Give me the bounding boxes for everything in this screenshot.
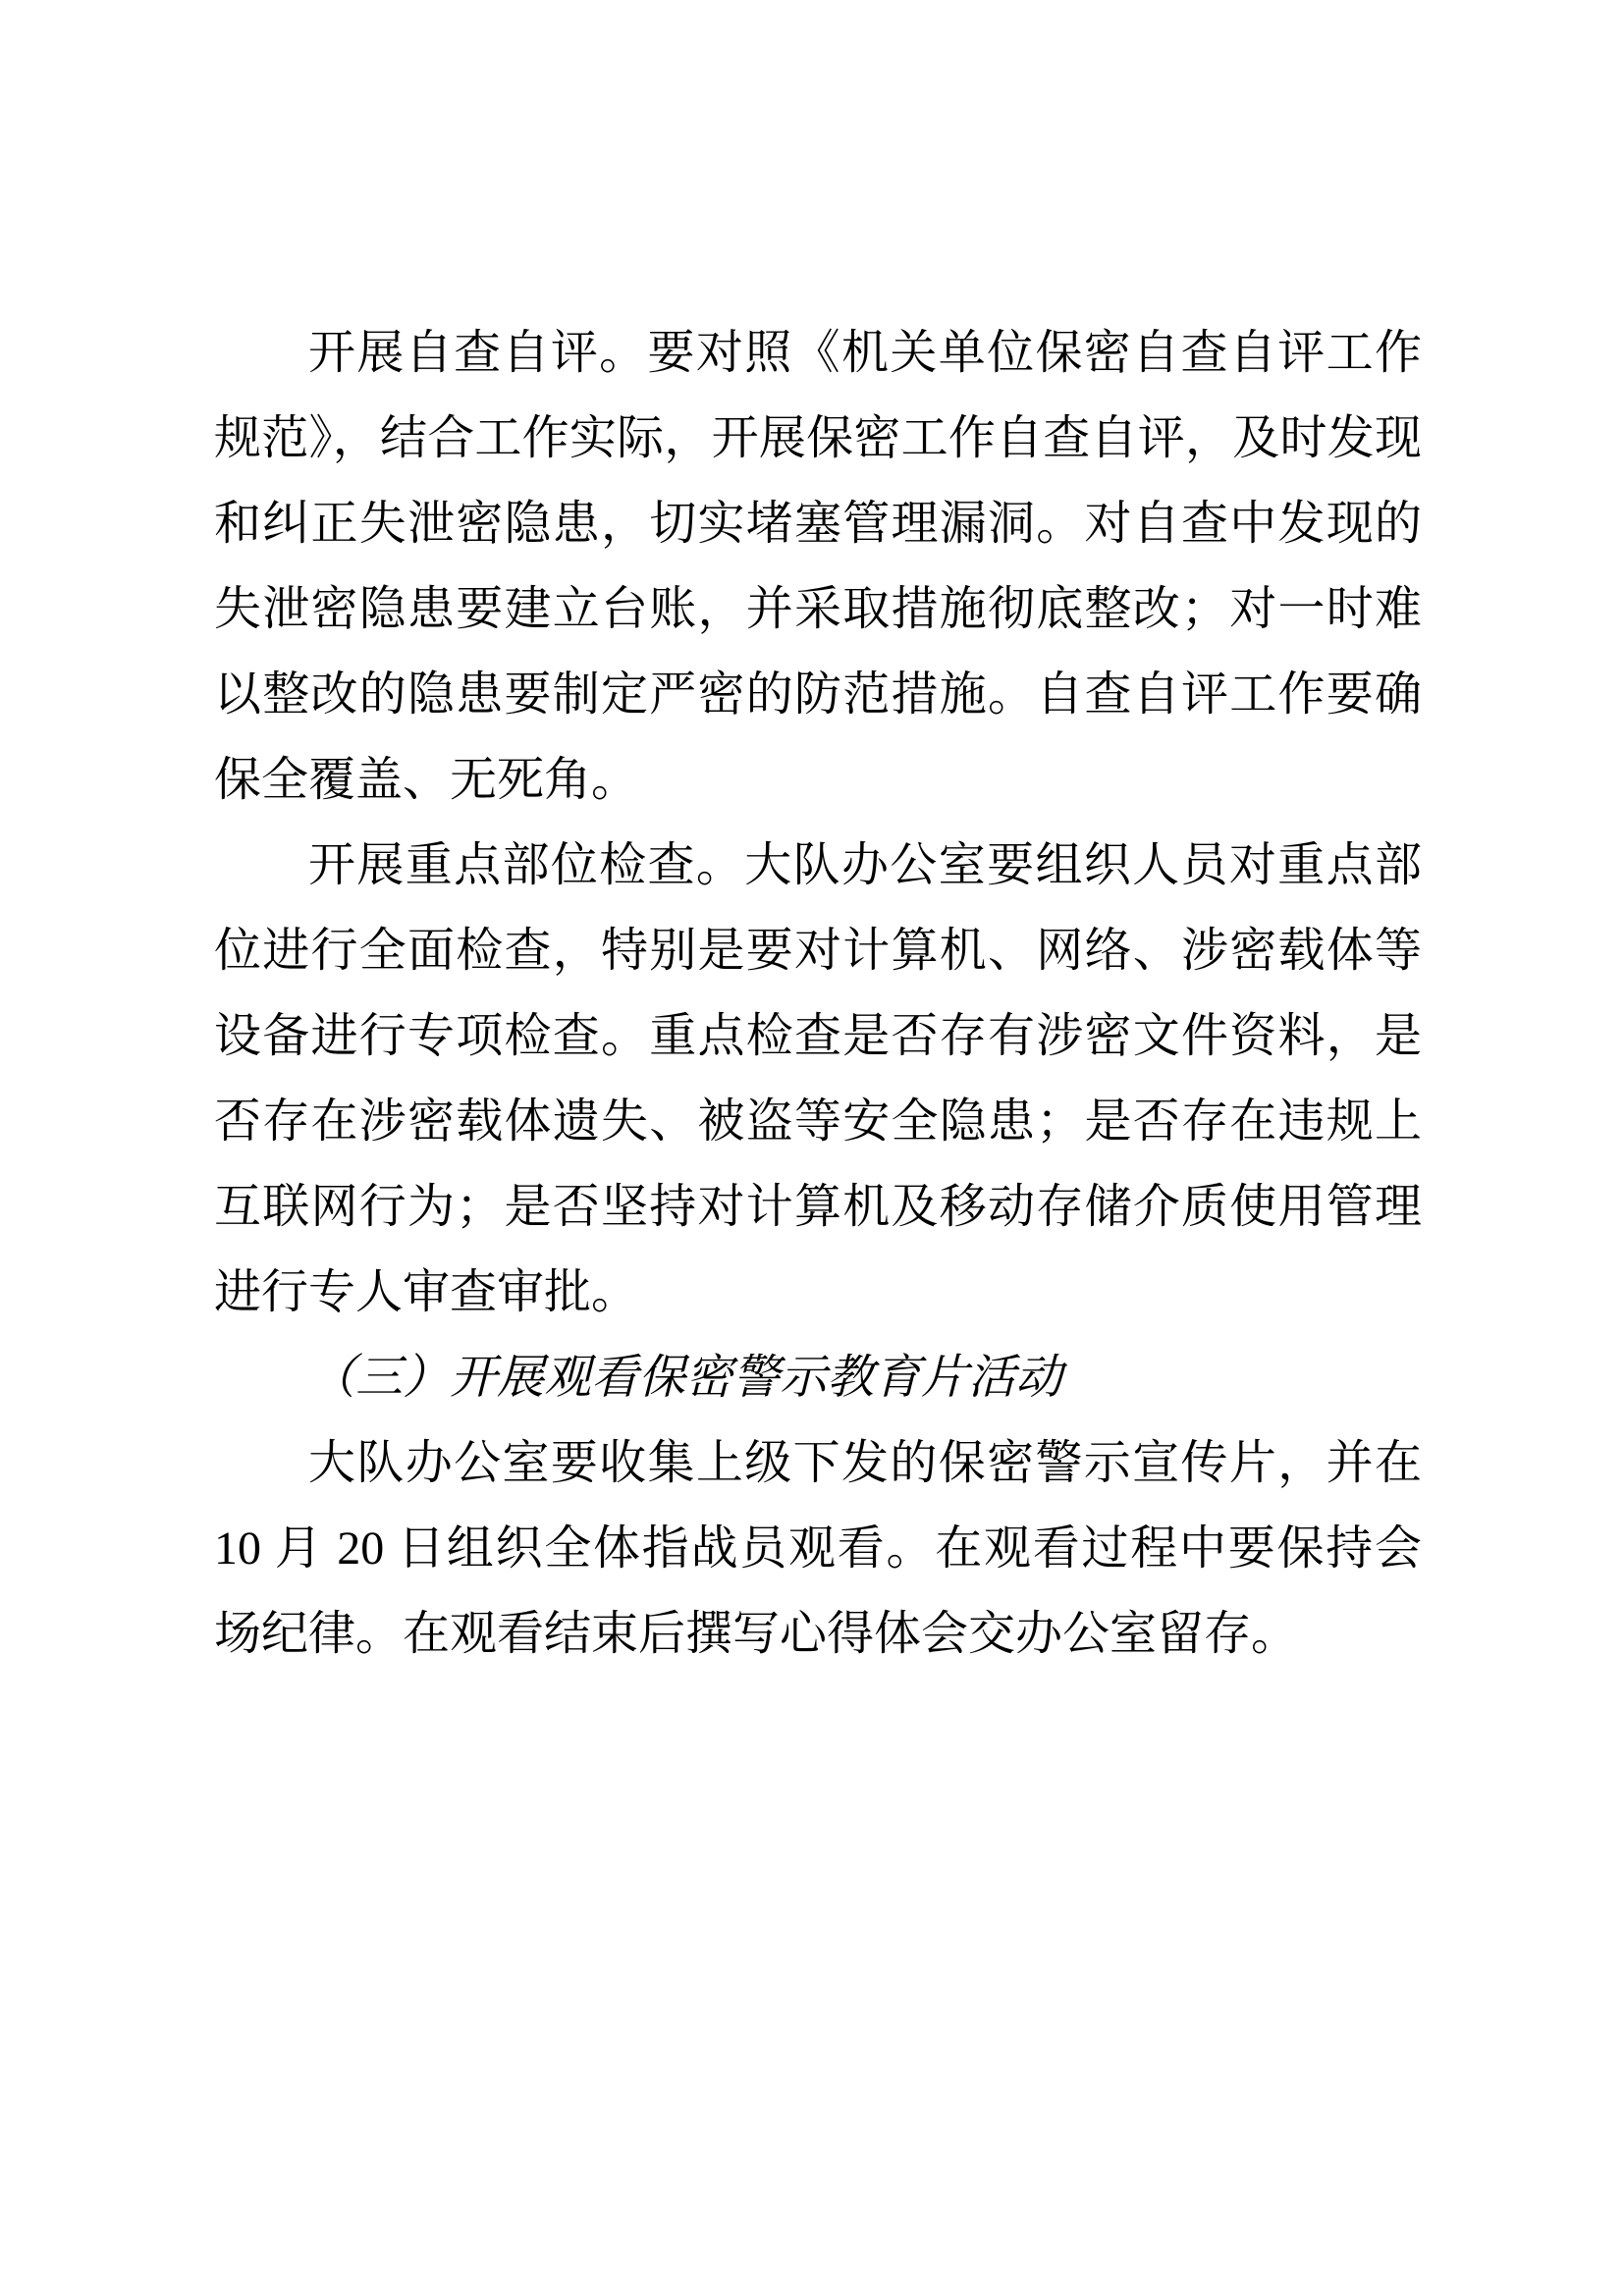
paragraph-key-area-inspection: 开展重点部位检查。大队办公室要组织人员对重点部位进行全面检查，特别是要对计算机、网络、涉密载体等设备进行专项检查。重点检查是否存有涉密文件资料，是否存在涉密载体遗失、被盗等安全隐患；是否存在违规上互联网行为；是否坚持对计算机及移动存储介质使用管理进行专人审查审批。	[214, 839, 1422, 1318]
section-heading-three: （三）开展观看保密警示教育片活动	[308, 1352, 1063, 1404]
paragraph-warning-education-film: 大队办公室要收集上级下发的保密警示宣传片，并在 10 月 20 日组织全体指战员观看。在观看过程中要保持会场纪律。在观看结束后撰写心得体会交办公室留存。	[214, 1437, 1422, 1660]
paragraph-self-assessment: 开展自查自评。要对照《机关单位保密自查自评工作规范》，结合工作实际，开展保密工作自查自评，及时发现和纠正失泄密隐患，切实堵塞管理漏洞。对自查中发现的失泄密隐患要建立台账，并采取措施彻底整改；对一时难以整改的隐患要制定严密的防范措施。自查自评工作要确保全覆盖、无死角。	[214, 327, 1422, 806]
